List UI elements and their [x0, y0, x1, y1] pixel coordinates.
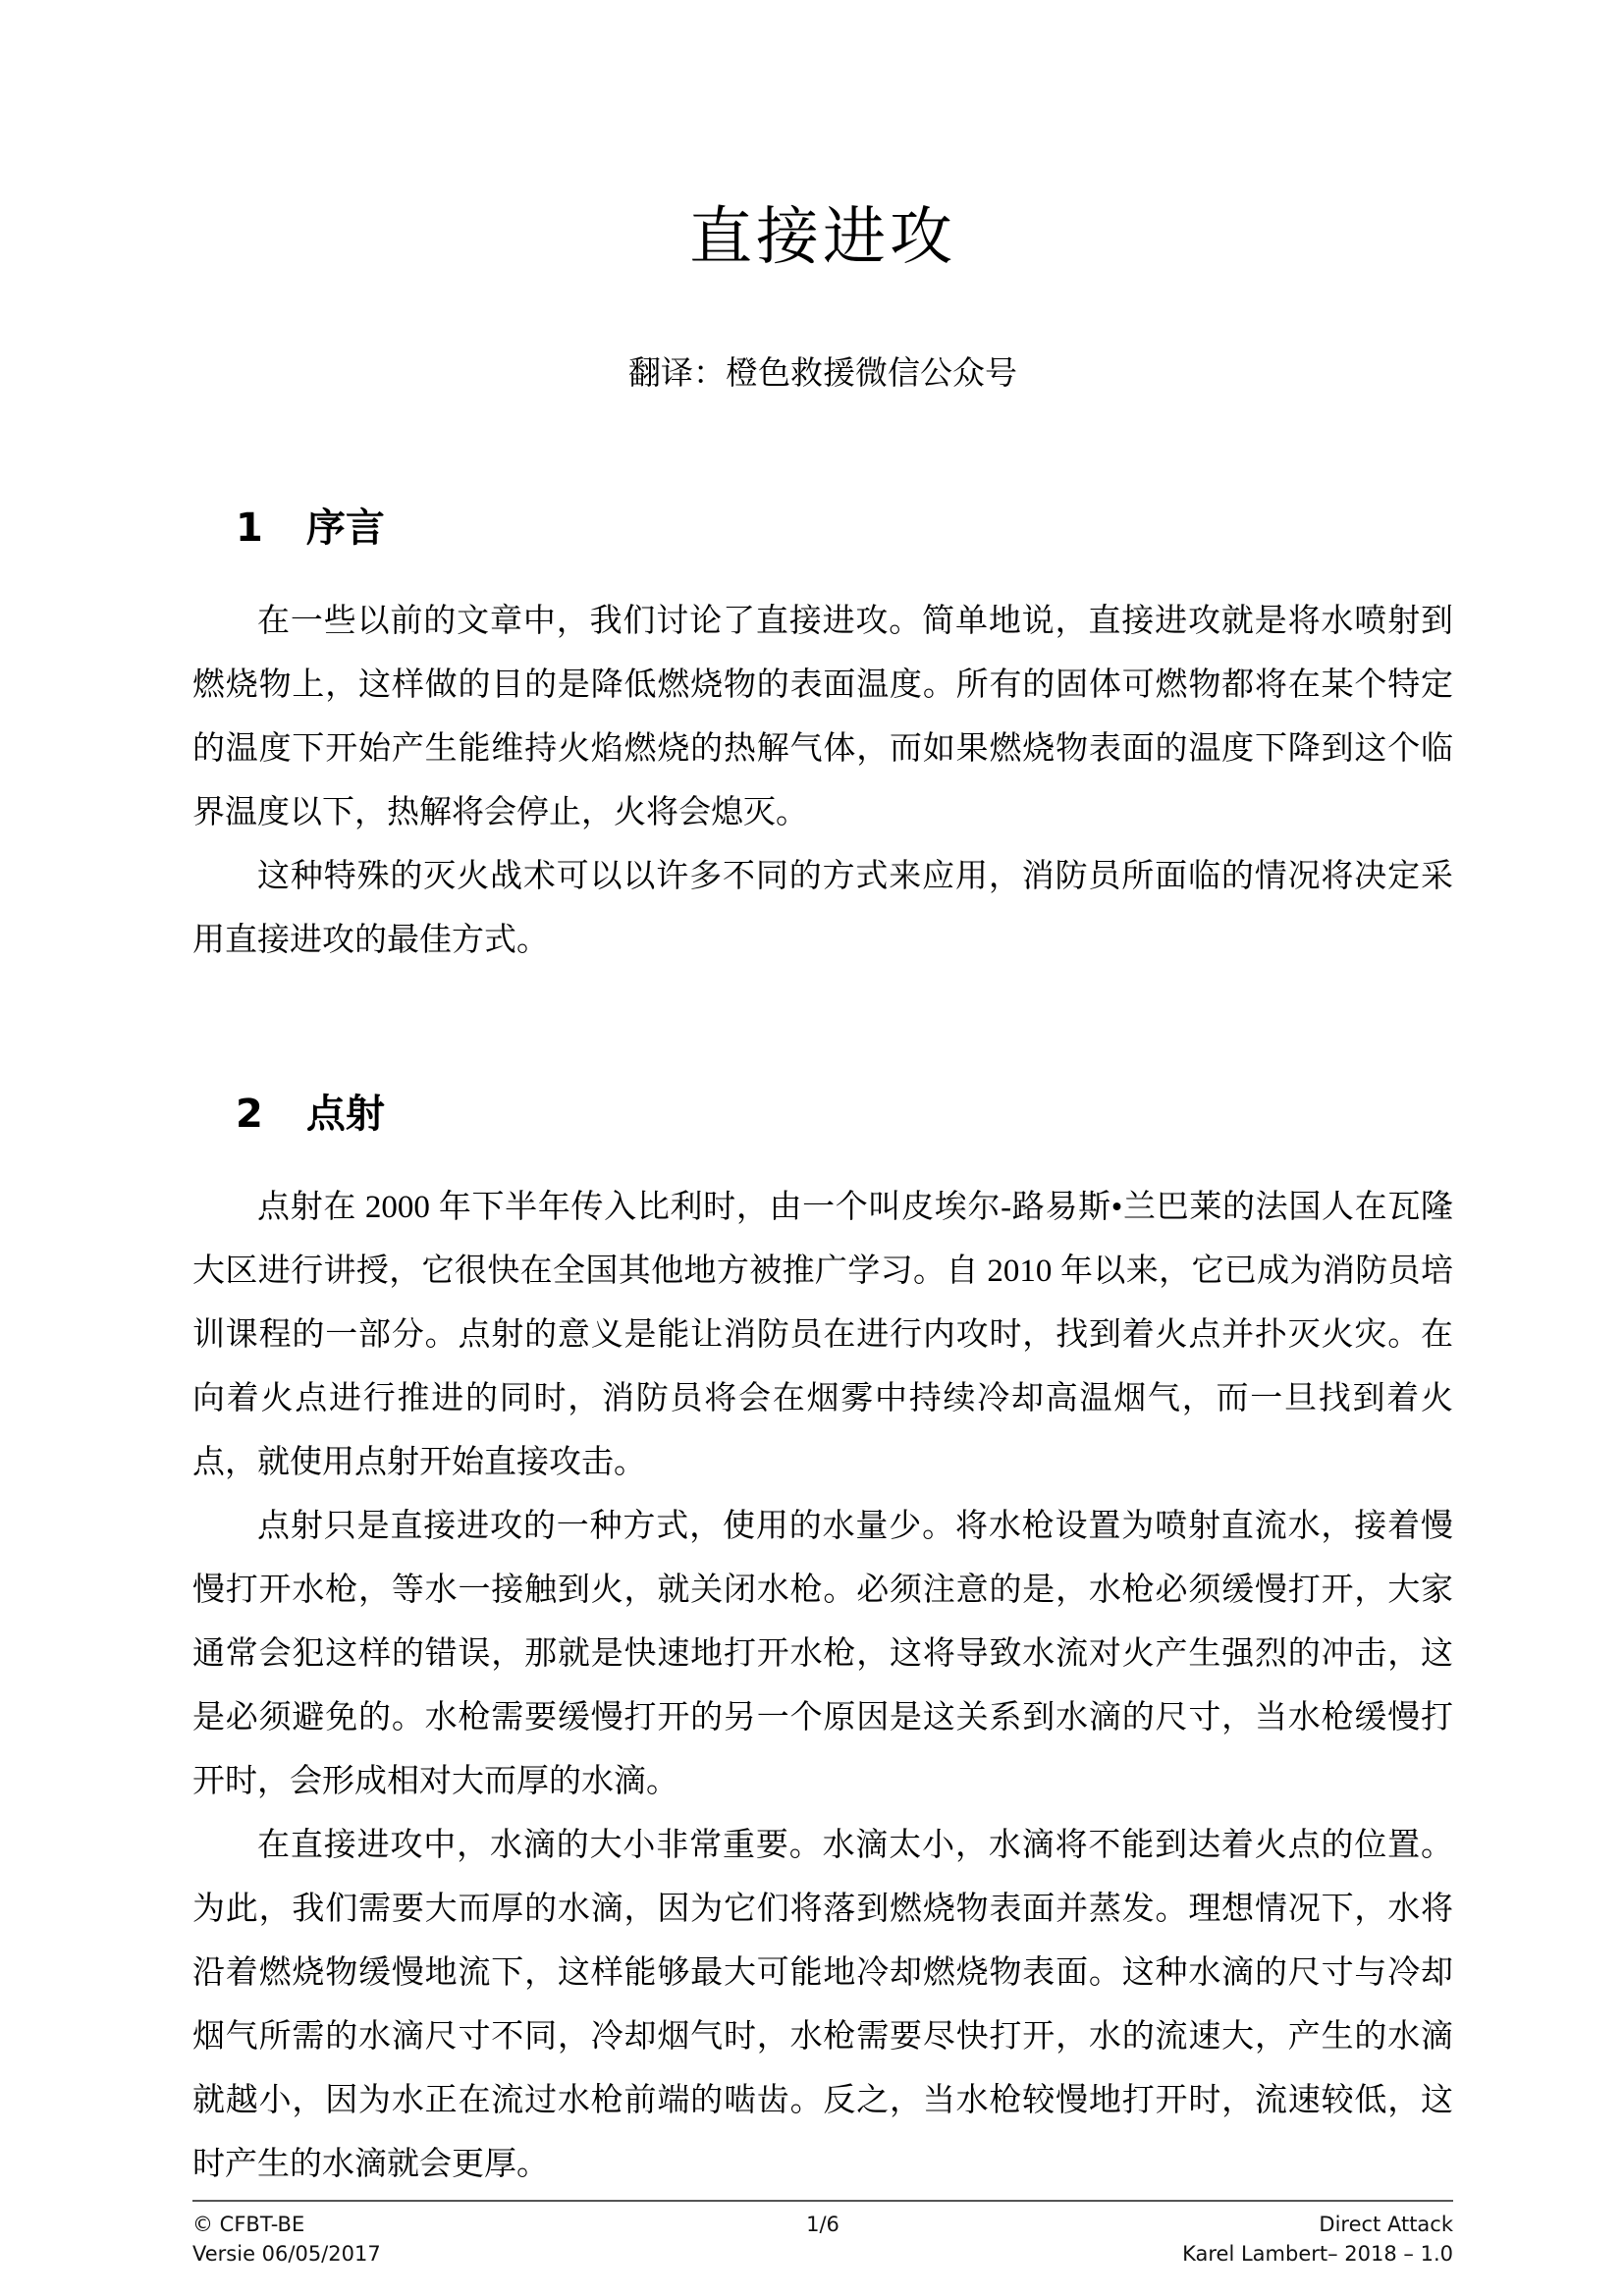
- footer-divider: [192, 2200, 1453, 2202]
- paragraph: 这种特殊的灭火战术可以以许多不同的方式来应用，消防员所面临的情况将决定采用直接进攻的最佳方式。: [192, 859, 1453, 958]
- footer-right: [1033, 2210, 1453, 2269]
- section-title: 序言: [305, 506, 385, 551]
- section-number: 2: [236, 1092, 263, 1137]
- paragraph: 在一些以前的文章中，我们讨论了直接进攻。简单地说，直接进攻就是将水喷射到燃烧物上，这样做的目的是降低燃烧物的表面温度。所有的固体可燃物都将在某个特定的温度下开始产生能维持火焰燃烧的热解气体，而如果燃烧物表面的温度下降到这个临界温度以下，热解将会停止，火将会熄灭。: [192, 604, 1453, 830]
- footer-author: Karel Lambert– 2018 – 1.0: [1182, 2242, 1453, 2266]
- section-heading: [192, 497, 1453, 553]
- section-introduction: [192, 497, 1453, 973]
- paragraph: 在直接进攻中，水滴的大小非常重要。水滴太小，水滴将不能到达着火点的位置。为此，我们需要大而厚的水滴，因为它们将落到燃烧物表面并蒸发。理想情况下，水将沿着燃烧物缓慢地流下，这样能够最大可能地冷却燃烧物表面。这种水滴的尺寸与冷却烟气所需的水滴尺寸不同，冷却烟气时，水枪需要尽快打开，水的流速大，产生的水滴就越小，因为水正在流过水枪前端的啮齿。反之，当水枪较慢地打开时，流速较低，这时产生的水滴就会更厚。: [192, 1828, 1453, 2182]
- page-title: 直接进攻: [689, 202, 956, 272]
- footer-left: [192, 2210, 613, 2269]
- footer-doc-title: Direct Attack: [1319, 2213, 1453, 2236]
- paragraph: 点射只是直接进攻的一种方式，使用的水量少。将水枪设置为喷射直流水，接着慢慢打开水枪，等水一接触到火，就关闭水枪。必须注意的是，水枪必须缓慢打开，大家通常会犯这样的错误，那就是快速地打开水枪，这将导致水流对火产生强烈的冲击，这是必须避免的。水枪需要缓慢打开的另一个原因是这关系到水滴的尺寸，当水枪缓慢打开时，会形成相对大而厚的水滴。: [192, 1509, 1453, 1799]
- section-number: 1: [236, 506, 263, 551]
- page-number: 1/6: [806, 2213, 839, 2236]
- page-footer: [192, 2200, 1453, 2269]
- section-pencilling: [192, 1083, 1453, 2197]
- translation-credit: 翻译：橙色救援微信公众号: [628, 356, 1017, 392]
- footer-version: Versie 06/05/2017: [192, 2242, 381, 2266]
- section-heading: [192, 1083, 1453, 1139]
- footer-copyright: © CFBT-BE: [192, 2213, 305, 2236]
- section-title: 点射: [305, 1092, 385, 1137]
- paragraph: 点射在 2000 年下半年传入比利时，由一个叫皮埃尔-路易斯•兰巴莱的法国人在瓦隆大区进行讲授，它很快在全国其他地方被推广学习。自 2010 年以来，它已成为消防员培训课程的一部分。点射的意义是能让消防员在进行内攻时，找到着火点并扑灭火灾。在向着火点进行推进的同时，消防员将会在烟雾中持续冷却高温烟气，而一旦找到着火点，就使用点射开始直接攻击。: [192, 1190, 1453, 1480]
